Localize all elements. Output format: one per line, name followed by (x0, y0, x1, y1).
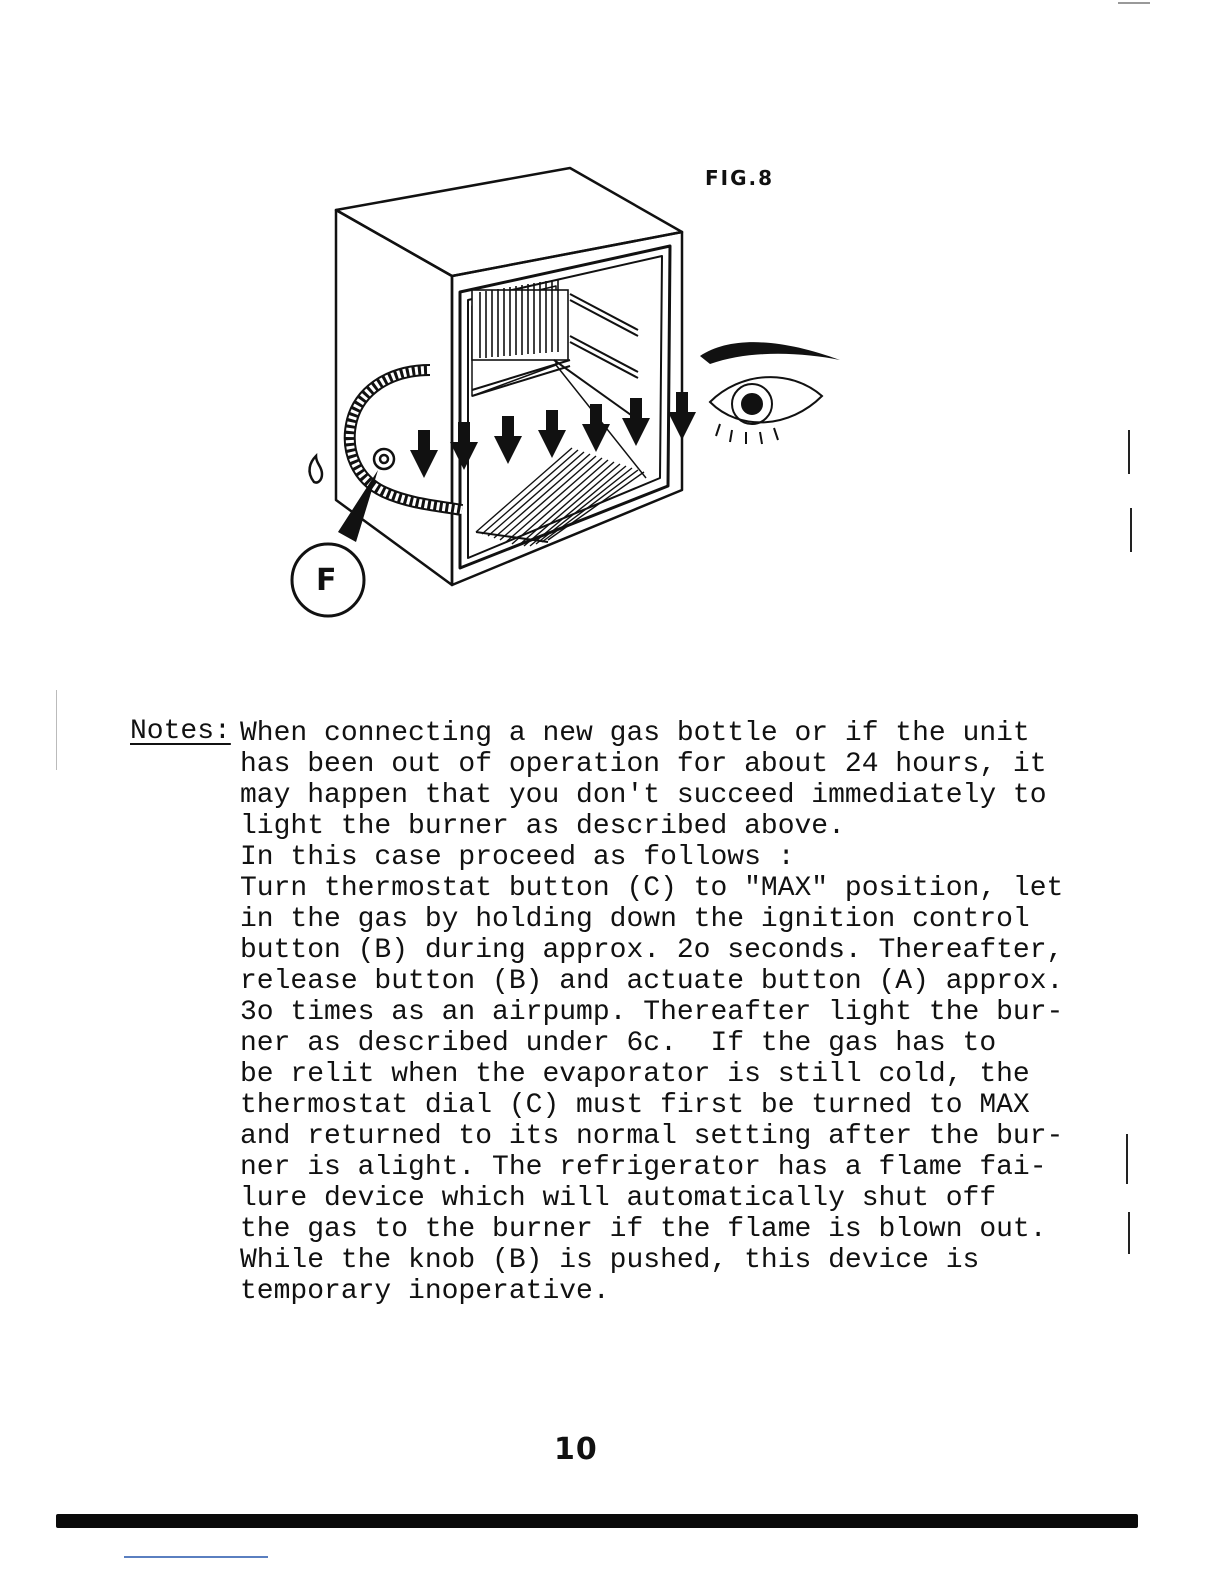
margin-mark-right (1128, 1212, 1130, 1254)
notes-line: button (B) during approx. 2o seconds. Thereafter, (240, 935, 1064, 966)
notes-line: ner as described under 6c. If the gas has to (240, 1028, 997, 1059)
notes-label (130, 716, 231, 747)
notes-body (240, 718, 1064, 1307)
figure-label: FIG.8 (705, 166, 775, 190)
notes-line: In this case proceed as follows : (240, 842, 795, 873)
notes-line: be relit when the evaporator is still cold, the (240, 1059, 1030, 1090)
eyebrow (700, 342, 840, 364)
notes-line: When connecting a new gas bottle or if the unit (240, 718, 1030, 749)
page-number: 10 (554, 1432, 598, 1467)
notes-line: in the gas by holding down the ignition control (240, 904, 1030, 935)
fridge-top (336, 168, 682, 276)
refrigerator-figure (280, 160, 860, 630)
notes-line: Turn thermostat button (C) to "MAX" position, let (240, 873, 1064, 904)
margin-mark-right (1128, 430, 1130, 474)
notes-line: thermostat dial (C) must first be turned to MAX (240, 1090, 1030, 1121)
bottom-grille (476, 448, 644, 546)
margin-mark-left (56, 690, 57, 770)
notes-line: may happen that you don't succeed immediately to (240, 780, 1047, 811)
notes-line: and returned to its normal setting after the bur- (240, 1121, 1064, 1152)
notes-line: light the burner as described above. (240, 811, 845, 842)
margin-mark-right (1126, 1134, 1128, 1184)
notes-line: release button (B) and actuate button (A) approx. (240, 966, 1064, 997)
notes-label-text: Notes: (130, 716, 231, 747)
bottom-rule (56, 1514, 1138, 1528)
flame-icon (310, 456, 322, 483)
notes-line: the gas to the burner if the flame is blown out. (240, 1214, 1047, 1245)
bottom-rule-thin (124, 1556, 268, 1558)
eye-icon (710, 377, 822, 444)
notes-line: has been out of operation for about 24 hours, it (240, 749, 1047, 780)
notes-line: temporary inoperative. (240, 1276, 610, 1307)
burner-knob (374, 449, 394, 469)
notes-line: 3o times as an airpump. Thereafter light the bur- (240, 997, 1064, 1028)
notes-line: While the knob (B) is pushed, this device is (240, 1245, 980, 1276)
notes-line: ner is alight. The refrigerator has a flame fai- (240, 1152, 1047, 1183)
evaporator-fins (472, 279, 568, 360)
callout-letter: F (316, 563, 337, 598)
notes-line: lure device which will automatically shut off (240, 1183, 997, 1214)
scan-corner-mark (1118, 2, 1150, 4)
margin-mark-right (1130, 508, 1132, 552)
